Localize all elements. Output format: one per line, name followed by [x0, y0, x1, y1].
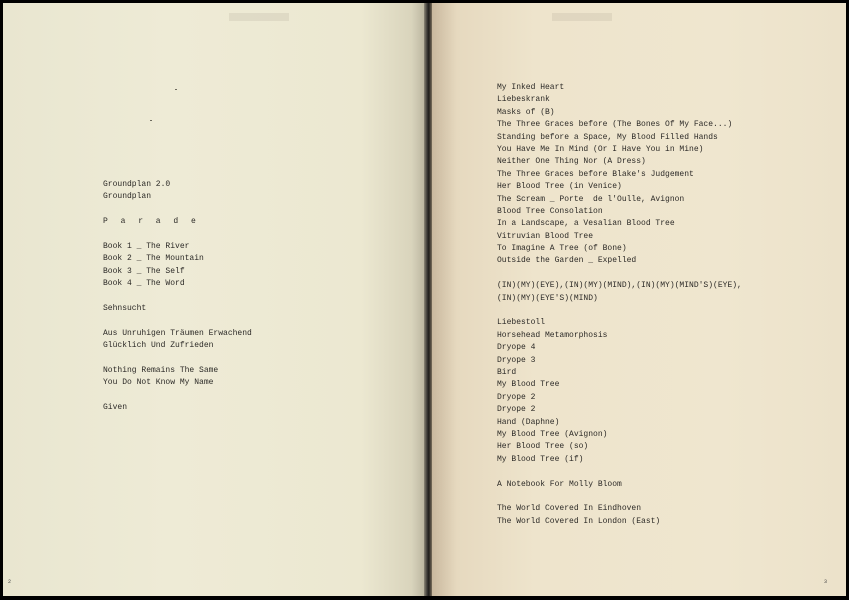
- faded-header-mark: [552, 13, 612, 21]
- left-page-number: 2: [8, 579, 12, 585]
- paper-speck: [150, 120, 152, 121]
- contents-entry: Vitruvian Blood Tree: [497, 231, 594, 241]
- contents-entry: My Inked Heart: [497, 83, 565, 92]
- contents-entry: Neither One Thing Nor (A Dress): [497, 157, 646, 167]
- contents-entry: Hand (Daphne): [497, 417, 560, 427]
- contents-entry: In a Landscape, a Vesalian Blood Tree: [497, 219, 675, 229]
- group-gap: [497, 305, 742, 317]
- contents-entry: Her Blood Tree (so): [497, 442, 589, 452]
- contents-entry: (IN)(MY)(EYE),(IN)(MY)(MIND),(IN)(MY)(MIND'S)(EYE),: [497, 281, 742, 291]
- contents-entry: To Imagine A Tree (of Bone): [497, 244, 627, 254]
- group-gap: [103, 204, 252, 216]
- contents-entry: The Scream _ Porte de l'Oulle, Avignon: [497, 194, 685, 204]
- contents-entry: Groundplan: [103, 192, 152, 202]
- contents-entry: Dryope 2: [497, 405, 536, 415]
- contents-entry: Dryope 2: [497, 392, 536, 402]
- contents-entry: Nothing Remains The Same: [103, 365, 219, 375]
- contents-entry: Book 3 _ The Self: [103, 266, 185, 276]
- right-page: [432, 3, 846, 596]
- left-contents-list: [103, 179, 252, 414]
- group-gap: [103, 315, 252, 327]
- contents-entry: Dryope 4: [497, 343, 536, 353]
- contents-entry: Blood Tree Consolation: [497, 206, 603, 216]
- contents-entry: Her Blood Tree (in Venice): [497, 182, 622, 192]
- contents-entry: You Have Me In Mind (Or I Have You in Mine): [497, 144, 704, 154]
- group-gap: [103, 390, 252, 402]
- contents-entry: Given: [103, 403, 128, 413]
- contents-entry: The World Covered In London (East): [497, 516, 661, 526]
- contents-entry: Masks of (B): [497, 107, 555, 117]
- contents-entry: Aus Unruhigen Träumen Erwachend: [103, 328, 252, 338]
- group-gap: [103, 229, 252, 241]
- group-gap: [497, 268, 742, 280]
- group-gap: [497, 466, 742, 478]
- contents-entry: The World Covered In Eindhoven: [497, 504, 642, 514]
- contents-entry: A Notebook For Molly Bloom: [497, 479, 622, 489]
- contents-entry: Horsehead Metamorphosis: [497, 330, 608, 340]
- contents-entry: Bird: [497, 367, 517, 377]
- contents-entry: Liebestoll: [497, 318, 546, 328]
- contents-entry: My Blood Tree (Avignon): [497, 429, 608, 439]
- contents-entry: My Blood Tree (if): [497, 454, 584, 464]
- book-spine: [424, 3, 432, 596]
- paper-speck: [175, 89, 177, 90]
- contents-entry: (IN)(MY)(EYE'S)(MIND): [497, 293, 598, 303]
- left-page: [3, 3, 424, 596]
- contents-entry: Liebeskrank: [497, 95, 550, 105]
- contents-entry: Glücklich Und Zufrieden: [103, 341, 214, 351]
- contents-entry: My Blood Tree: [497, 380, 560, 390]
- contents-entry: Dryope 3: [497, 355, 536, 365]
- group-gap: [103, 291, 252, 303]
- contents-entry: P a r a d e: [103, 217, 200, 227]
- contents-entry: Book 1 _ The River: [103, 241, 190, 251]
- group-gap: [103, 352, 252, 364]
- contents-entry: Sehnsucht: [103, 303, 147, 313]
- contents-entry: The Three Graces before (The Bones Of My Face...): [497, 120, 733, 130]
- faded-header-mark: [229, 13, 289, 21]
- contents-entry: The Three Graces before Blake's Judgement: [497, 169, 694, 179]
- right-contents-list: [497, 82, 742, 528]
- contents-entry: You Do Not Know My Name: [103, 378, 214, 388]
- contents-entry: Book 4 _ The Word: [103, 279, 185, 289]
- right-page-number: 3: [823, 579, 827, 585]
- contents-entry: Outside the Garden _ Expelled: [497, 256, 637, 266]
- contents-entry: Standing before a Space, My Blood Filled Hands: [497, 132, 718, 142]
- group-gap: [497, 491, 742, 503]
- contents-entry: Groundplan 2.0: [103, 180, 171, 189]
- contents-entry: Book 2 _ The Mountain: [103, 254, 204, 264]
